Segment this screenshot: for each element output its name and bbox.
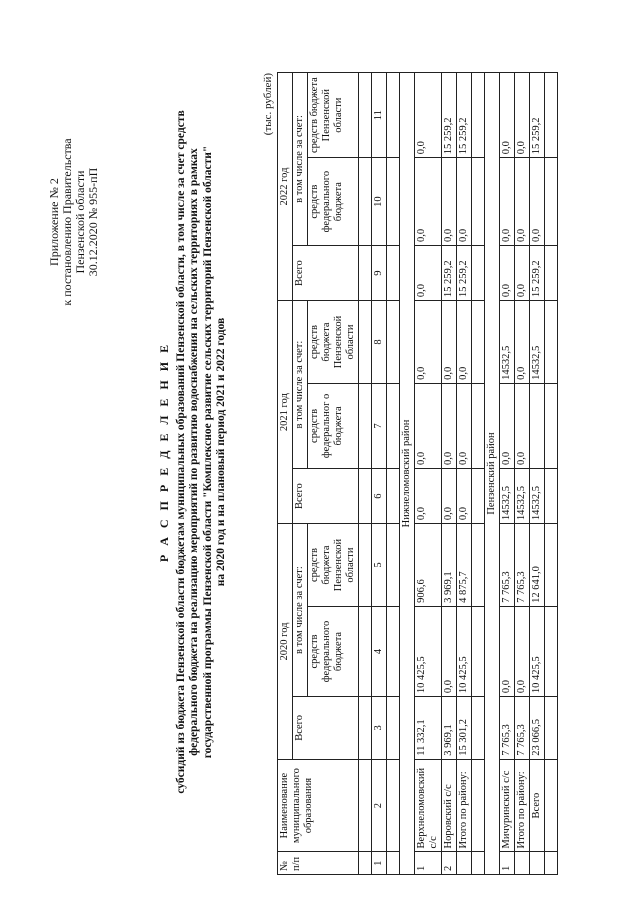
appendix-header [48, 72, 100, 372]
hdr-year-2021: 2021 год [278, 301, 293, 524]
appendix-line-3: Пензенской области [73, 170, 87, 274]
spacer-row [472, 73, 485, 875]
row-value: 10 425,5 [457, 606, 472, 696]
hdr-reg-2021: средств бюджета Пензенской области [308, 301, 359, 384]
hdr-incl-2020: в том числе за счет: [293, 524, 308, 697]
row-name: Мичуринский с/с [500, 759, 515, 852]
table-row [415, 73, 442, 875]
grand-total-row [530, 73, 545, 875]
row-value: 0,0 [442, 606, 457, 696]
row-value: 0,0 [415, 246, 442, 301]
hdr-incl-2021: в том числе за счет: [293, 301, 308, 469]
row-value: 0,0 [457, 383, 472, 468]
col-number: 6 [372, 469, 387, 524]
row-value: 7 765,3 [515, 524, 530, 607]
row-value: 7 765,3 [515, 697, 530, 760]
col-number: 2 [372, 759, 387, 852]
hdr-total-2022: Всего [293, 246, 359, 301]
row-value: 0,0 [500, 606, 515, 696]
row-value: 0,0 [442, 301, 457, 384]
row-value: 0,0 [515, 73, 530, 158]
hdr-num: № п/п [278, 852, 359, 875]
row-value: 15 259,2 [442, 246, 457, 301]
units-label: (тыс. рублей) [262, 73, 274, 136]
col-number: 9 [372, 246, 387, 301]
row-value: 15 259,2 [530, 73, 545, 158]
row-name: Норовский с/с [442, 759, 457, 852]
column-numbers-row [372, 73, 387, 875]
row-value: 15 259,2 [530, 246, 545, 301]
row-value: 11 332,1 [415, 697, 442, 760]
col-number: 7 [372, 383, 387, 468]
document-title [158, 29, 229, 875]
row-value: 15 301,2 [457, 697, 472, 760]
row-value: 0,0 [442, 383, 457, 468]
row-value: 0,0 [500, 73, 515, 158]
row-value: 0,0 [415, 73, 442, 158]
district-header-row [485, 73, 500, 875]
row-value: 3 969,1 [442, 524, 457, 607]
col-number: 10 [372, 158, 387, 246]
title-line-1: субсидий из бюджета Пензенской области бюджетам муниципальных образований Пензенской области, в том числе за счет средств [174, 110, 187, 794]
row-value: 0,0 [515, 158, 530, 246]
row-value: 15 259,2 [457, 246, 472, 301]
appendix-line-4: 30.12.2020 № 955-пП [86, 167, 100, 277]
distribution-table [277, 72, 558, 875]
col-number: 3 [372, 697, 387, 760]
row-name: Всего [530, 759, 545, 852]
row-value: 14532,5 [530, 301, 545, 384]
row-name: Верхнеломовский с/с [415, 759, 442, 852]
hdr-fed-2022: средств федерального бюджета [308, 158, 359, 246]
row-value: 0,0 [530, 158, 545, 246]
title-line-4: на 2020 год и на плановый период 2021 и 2022 годов [215, 317, 227, 587]
row-value: 0,0 [457, 469, 472, 524]
header-row-2 [293, 73, 308, 875]
row-value: 3 969,1 [442, 697, 457, 760]
hdr-name: Наименование муниципального образования [278, 759, 359, 852]
row-value: 0,0 [442, 469, 457, 524]
hdr-year-2020: 2020 год [278, 524, 293, 760]
hdr-incl-2022: в том числе за счет: [293, 73, 308, 246]
row-value: 0,0 [515, 383, 530, 468]
hdr-fed-2020: средств федерального бюджета [308, 606, 359, 696]
header-row-1 [278, 73, 293, 875]
row-name: Итого по району: [457, 759, 472, 852]
spacer-row [545, 73, 558, 875]
row-value: 23 066,5 [530, 697, 545, 760]
row-value [530, 383, 545, 468]
row-value: 0,0 [515, 301, 530, 384]
row-value: 0,0 [515, 246, 530, 301]
hdr-year-2022: 2022 год [278, 73, 293, 301]
row-value: 0,0 [500, 383, 515, 468]
spacer-row [387, 73, 400, 875]
title-main: Р А С П Р Е Д Е Л Е Н И Е [157, 341, 171, 563]
col-number: 1 [372, 852, 387, 875]
spacer-row [359, 73, 372, 875]
row-value: 7 765,3 [500, 697, 515, 760]
row-value: 0,0 [500, 158, 515, 246]
row-num [515, 852, 530, 875]
appendix-line-1: Приложение № 2 [47, 178, 61, 266]
row-value: 0,0 [415, 383, 442, 468]
district-header-row [400, 73, 415, 875]
hdr-fed-2021: средств федеральног о бюджета [308, 383, 359, 468]
row-num: 1 [500, 852, 515, 875]
row-value: 0,0 [415, 158, 442, 246]
row-value: 14532,5 [515, 469, 530, 524]
row-value: 12 641,0 [530, 524, 545, 607]
row-value: 15 259,2 [457, 73, 472, 158]
subtotal-row [457, 73, 472, 875]
col-number: 8 [372, 301, 387, 384]
col-number: 4 [372, 606, 387, 696]
title-line-2: федерального бюджета на реализацию мероприятий по развитию водоснабжения на сельских территориях в рамках [188, 148, 200, 756]
row-num: 1 [415, 852, 442, 875]
row-name: Итого по району: [515, 759, 530, 852]
row-value: 14532,5 [500, 301, 515, 384]
subtotal-row [515, 73, 530, 875]
row-value: 906,6 [415, 524, 442, 607]
row-value: 0,0 [500, 246, 515, 301]
title-line-3: государственной программы Пензенской области "Комплексное развитие сельских территорий Пензенской области" [201, 145, 214, 759]
hdr-total-2021: Всего [293, 469, 359, 524]
col-number: 11 [372, 73, 387, 158]
hdr-total-2020: Всего [293, 697, 359, 760]
hdr-reg-2020: средств бюджета Пензенской области [308, 524, 359, 607]
row-value: 0,0 [457, 301, 472, 384]
row-value: 10 425,5 [415, 606, 442, 696]
row-num: 2 [442, 852, 457, 875]
row-value: 0,0 [442, 158, 457, 246]
appendix-line-2: к постановлению Правительства [60, 138, 74, 306]
table-row [500, 73, 515, 875]
table-row [442, 73, 457, 875]
row-value: 0,0 [415, 301, 442, 384]
row-value: 0,0 [457, 158, 472, 246]
row-value: 14532,5 [530, 469, 545, 524]
row-value: 4 875,7 [457, 524, 472, 607]
row-value: 10 425,5 [530, 606, 545, 696]
row-value: 7 765,3 [500, 524, 515, 607]
hdr-reg-2022: средств бюджета Пензенской области [308, 73, 359, 158]
row-value: 0,0 [415, 469, 442, 524]
row-value: 15 259,2 [442, 73, 457, 158]
district-name: Нижнеломовский район [400, 73, 415, 875]
row-value: 14532,5 [500, 469, 515, 524]
district-name: Пензенский район [485, 73, 500, 875]
col-number: 5 [372, 524, 387, 607]
row-num [457, 852, 472, 875]
row-value: 0,0 [515, 606, 530, 696]
row-num [530, 852, 545, 875]
